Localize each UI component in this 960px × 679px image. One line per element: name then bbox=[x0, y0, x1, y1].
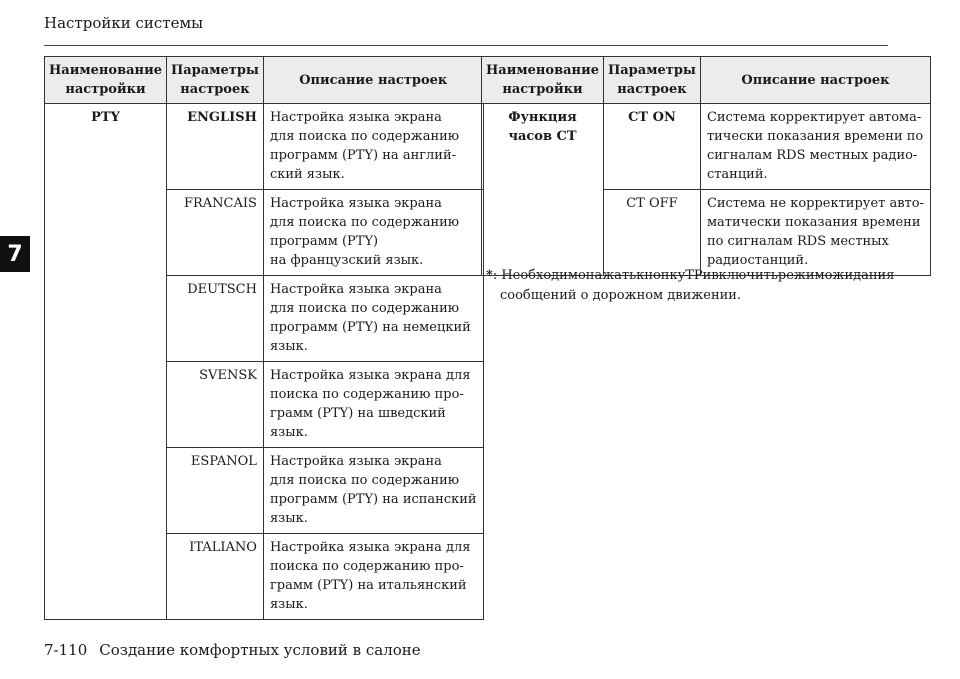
table-header-row bbox=[45, 57, 484, 104]
desc-line: поиска по содержанию про- bbox=[269, 559, 464, 574]
desc-line: грамм (PTY) на итальянский bbox=[269, 578, 467, 593]
desc-line: программ (PTY) bbox=[269, 234, 379, 249]
desc-line: для поиска по содержанию bbox=[269, 215, 460, 230]
desc-line: для поиска по содержанию bbox=[269, 129, 460, 144]
footnote-lead: *: Необходимо bbox=[486, 268, 586, 283]
desc-line: Настройка языка экрана bbox=[269, 196, 442, 211]
footnote-word: ожидания bbox=[824, 268, 895, 283]
desc-line: язык. bbox=[269, 425, 308, 440]
param-italiano: ITALIANO bbox=[166, 534, 263, 620]
column-header-param-line: Параметры bbox=[170, 63, 259, 78]
footnote-marker: * bbox=[486, 268, 493, 283]
footnote-word: включить bbox=[711, 268, 778, 283]
column-header-name bbox=[45, 57, 167, 104]
desc-line: поиска по содержанию про- bbox=[269, 387, 464, 402]
column-header-name-line: Наименование bbox=[486, 63, 599, 78]
column-header-name-line: настройки bbox=[502, 82, 583, 97]
desc-line: на французский язык. bbox=[269, 253, 424, 268]
desc-line: радиостанций. bbox=[706, 253, 809, 268]
desc-line: по сигналам RDS местных bbox=[706, 234, 889, 249]
desc-line: сигналам RDS местных радио- bbox=[706, 148, 918, 163]
desc-line: Настройка языка экрана для bbox=[269, 540, 471, 555]
param-english: ENGLISH bbox=[166, 104, 263, 190]
param-francais: FRANCAIS bbox=[166, 190, 263, 276]
desc-svensk bbox=[263, 362, 483, 448]
desc-ct-on bbox=[700, 104, 930, 190]
desc-line: для поиска по содержанию bbox=[269, 301, 460, 316]
desc-line: матически показания времени bbox=[706, 215, 921, 230]
desc-line: для поиска по содержанию bbox=[269, 473, 460, 488]
desc-line: Настройка языка экрана bbox=[269, 454, 442, 469]
param-deutsch: DEUTSCH bbox=[166, 276, 263, 362]
desc-deutsch bbox=[263, 276, 483, 362]
desc-francais bbox=[263, 190, 483, 276]
column-header-param-line: Параметры bbox=[607, 63, 696, 78]
column-header-param-line: настроек bbox=[180, 82, 250, 97]
param-svensk: SVENSK bbox=[166, 362, 263, 448]
pty-settings-table bbox=[44, 56, 484, 620]
desc-line: язык. bbox=[269, 339, 308, 354]
page-header-title: Настройки системы bbox=[44, 14, 204, 32]
page-footer bbox=[44, 641, 421, 659]
desc-line: станций. bbox=[706, 167, 768, 182]
desc-line: язык. bbox=[269, 597, 308, 612]
page-number: 7-110 bbox=[44, 641, 88, 659]
column-header-desc: Описание настроек bbox=[263, 57, 483, 104]
desc-line: программ (PTY) на испанский bbox=[269, 492, 477, 507]
desc-espanol bbox=[263, 448, 483, 534]
column-header-param bbox=[603, 57, 700, 104]
footer-section-title: Создание комфортных условий в салоне bbox=[99, 641, 421, 659]
param-espanol: ESPANOL bbox=[166, 448, 263, 534]
footnote-line: сообщений о дорожном движении. bbox=[500, 288, 742, 303]
desc-line: Система не корректирует авто- bbox=[706, 196, 924, 211]
table-row bbox=[45, 104, 484, 190]
setting-name-line: Функция bbox=[508, 110, 577, 125]
desc-line: тически показания времени по bbox=[706, 129, 924, 144]
footnote-word: и bbox=[702, 268, 712, 283]
footnote-word: TP bbox=[685, 268, 703, 283]
column-header-name-line: настройки bbox=[65, 82, 146, 97]
footnote-word: режим bbox=[777, 268, 825, 283]
desc-english bbox=[263, 104, 483, 190]
footnote-word: нажать bbox=[585, 268, 637, 283]
desc-line: Настройка языка экрана bbox=[269, 110, 442, 125]
desc-line: Настройка языка экрана для bbox=[269, 368, 471, 383]
table-header-row bbox=[482, 57, 931, 104]
column-header-desc: Описание настроек bbox=[700, 57, 930, 104]
column-header-param-line: настроек bbox=[617, 82, 687, 97]
footnote-word: кнопку bbox=[636, 268, 686, 283]
footnote bbox=[486, 266, 895, 306]
ct-settings-table bbox=[481, 56, 931, 276]
setting-name-line: часов CT bbox=[508, 129, 577, 144]
desc-line: Настройка языка экрана bbox=[269, 282, 442, 297]
desc-italiano bbox=[263, 534, 483, 620]
param-ct-on: CT ON bbox=[603, 104, 700, 190]
desc-line: Система корректирует автома- bbox=[706, 110, 922, 125]
table-row bbox=[482, 104, 931, 190]
desc-line: программ (PTY) на англий- bbox=[269, 148, 457, 163]
param-ct-off: CT OFF bbox=[603, 190, 700, 276]
desc-line: программ (PTY) на немецкий bbox=[269, 320, 471, 335]
column-header-param bbox=[166, 57, 263, 104]
column-header-name bbox=[482, 57, 604, 104]
header-divider bbox=[44, 45, 888, 46]
setting-name-ct bbox=[482, 104, 604, 276]
desc-ct-off bbox=[700, 190, 930, 276]
setting-name-pty: PTY bbox=[45, 104, 167, 620]
desc-line: язык. bbox=[269, 511, 308, 526]
desc-line: ский язык. bbox=[269, 167, 345, 182]
footnote-line bbox=[486, 266, 895, 286]
chapter-tab: 7 bbox=[0, 236, 30, 272]
column-header-name-line: Наименование bbox=[49, 63, 162, 78]
footnote-word: Необходимо bbox=[501, 268, 586, 283]
desc-line: грамм (PTY) на шведский bbox=[269, 406, 446, 421]
